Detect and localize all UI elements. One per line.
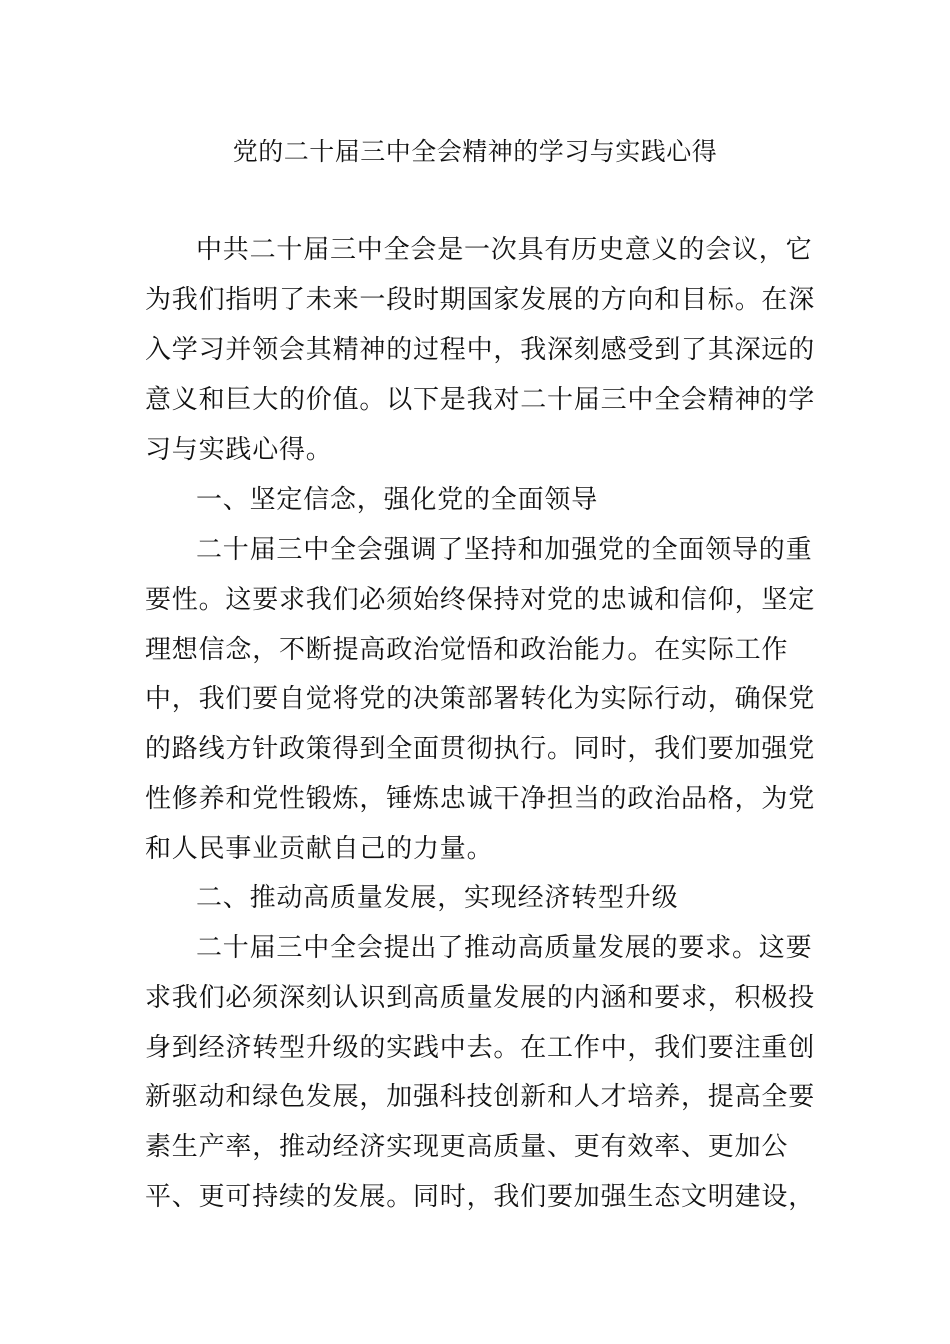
paragraph-line: 平、更可持续的发展。同时，我们要加强生态文明建设， (145, 1182, 816, 1212)
paragraph-line: 新驱动和绿色发展，加强科技创新和人才培养，提高全要 (145, 1082, 816, 1112)
paragraph-line: 为我们指明了未来一段时期国家发展的方向和目标。在深 (145, 285, 816, 315)
paragraph-line: 入学习并领会其精神的过程中，我深刻感受到了其深远的 (145, 335, 816, 365)
section-heading: 二、推动高质量发展，实现经济转型升级 (196, 883, 679, 913)
paragraph-line: 要性。这要求我们必须始终保持对党的忠诚和信仰，坚定 (145, 585, 816, 615)
paragraph-line: 身到经济转型升级的实践中去。在工作中，我们要注重创 (145, 1033, 816, 1063)
paragraph-line: 和人民事业贡献自己的力量。 (145, 834, 494, 864)
paragraph-line: 二十届三中全会强调了坚持和加强党的全面领导的重 (196, 535, 813, 565)
document-title: 党的二十届三中全会精神的学习与实践心得 (232, 137, 718, 166)
paragraph-line: 意义和巨大的价值。以下是我对二十届三中全会精神的学 (145, 385, 816, 415)
paragraph-line: 理想信念，不断提高政治觉悟和政治能力。在实际工作 (145, 635, 789, 665)
paragraph-line: 中，我们要自觉将党的决策部署转化为实际行动，确保党 (145, 684, 816, 714)
paragraph-line: 求我们必须深刻认识到高质量发展的内涵和要求，积极投 (145, 983, 816, 1013)
section-heading: 一、坚定信念，强化党的全面领导 (196, 485, 599, 515)
paragraph-line: 素生产率，推动经济实现更高质量、更有效率、更加公 (145, 1132, 789, 1162)
paragraph-line: 习与实践心得。 (145, 435, 333, 465)
paragraph-line: 二十届三中全会提出了推动高质量发展的要求。这要 (196, 933, 813, 963)
paragraph-line: 的路线方针政策得到全面贯彻执行。同时，我们要加强党 (145, 734, 816, 764)
paragraph-line: 中共二十届三中全会是一次具有历史意义的会议，它 (196, 235, 813, 265)
paragraph-line: 性修养和党性锻炼，锤炼忠诚干净担当的政治品格，为党 (145, 784, 816, 814)
